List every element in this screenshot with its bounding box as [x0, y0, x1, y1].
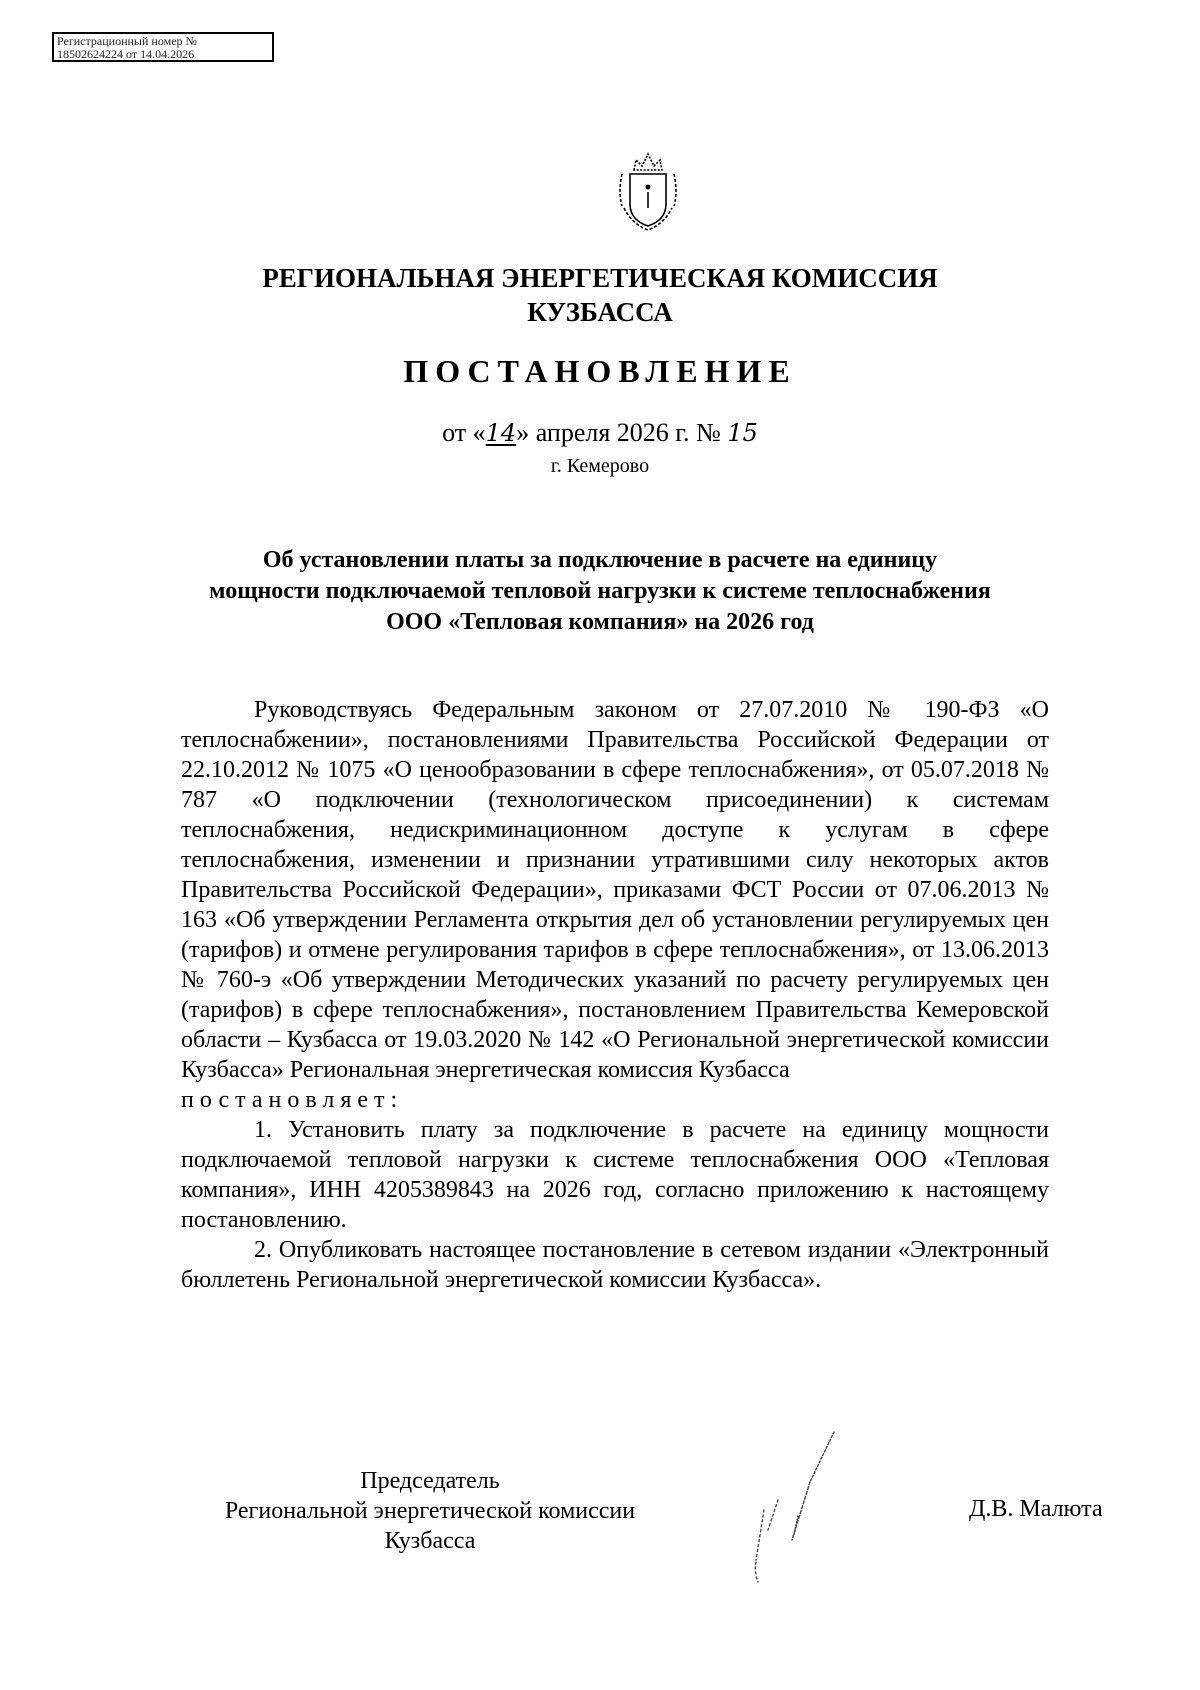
date-suffix: » апреля 2026 г. № [516, 418, 721, 447]
resolves-paragraph [181, 1085, 1049, 1115]
subject-line2: мощности подключаемой тепловой нагрузки к системе теплоснабжения [209, 578, 991, 604]
signatory-name: Д.В. Малюта [969, 1496, 1103, 1522]
date-prefix: от « [442, 418, 486, 447]
document-body [181, 695, 1049, 1295]
date-day-handwritten: 14 [485, 419, 517, 447]
signatory-title [160, 1466, 700, 1556]
organization-name-line2: КУЗБАССА [527, 297, 673, 327]
signatory-title-line1: Председатель [360, 1468, 500, 1494]
subject-line1: Об установлении платы за подключение в расчете на единицу [262, 547, 938, 573]
preamble-text: Руководствуясь Федеральным законом от 27.07.2010 № 190-ФЗ «О теплоснабжении», постановлениями Правительства Российской Федерации от 22.10.2012 № 1075 «О ценообразовании в сфере теплоснабжения», от 05.07.2018 № 787 «О подключении (технологическом присоединении) к системам теплоснабжения, недискриминационном доступе к услугам в сфере теплоснабжения, изменении и признании утратившими силу некоторых актов Правительства Российской Федерации», приказами ФСТ России от 07.06.2013 № 163 «Об утверждении Регламента открытия дел об установлении регулируемых цен (тарифов) и отмене регулирования тарифов в сфере теплоснабжения», от 13.06.2013 № 760-э «Об утверждении Методических указаний по расчету регулируемых цен (тарифов) в сфере теплоснабжения», постановлением Правительства Кемеровской области – Кузбасса от 19.03.2020 № 142 «О Региональной энергетической комиссии Кузбасса» Региональная энергетическая комиссия Кузбасса [181, 697, 1049, 1083]
item-1-paragraph: 1. Установить плату за подключение в расчете на единицу мощности подключаемой тепловой нагрузки к системе теплоснабжения ООО «Тепловая компания», ИНН 4205389843 на 2026 год, согласно приложению к настоящему постановлению. [181, 1117, 1049, 1233]
resolves-word: постановляет: [181, 1087, 404, 1113]
city: г. Кемерово [550, 455, 650, 477]
registration-stamp-line1: Регистрационный номер № [57, 34, 197, 48]
item-2-paragraph: 2. Опубликовать настоящее постановление в сетевом издании «Электронный бюллетень Региональной энергетической комиссии Кузбасса». [181, 1237, 1049, 1293]
handwritten-signature-icon [700, 1430, 860, 1590]
registration-stamp-line2: 18502624224 от 14.04.2026 [57, 47, 195, 61]
document-subject [150, 545, 1050, 638]
document-number-handwritten: 15 [727, 419, 758, 447]
preamble-paragraph [181, 695, 1049, 1085]
kuzbass-coat-of-arms-icon [612, 142, 684, 238]
signatory-title-line3: Кузбасса [384, 1528, 476, 1554]
subject-line3: ООО «Тепловая компания» на 2026 год [386, 609, 814, 635]
signatory-title-line2: Региональной энергетической комиссии [224, 1498, 636, 1524]
organization-name-line1: РЕГИОНАЛЬНАЯ ЭНЕРГЕТИЧЕСКАЯ КОМИССИЯ [262, 263, 938, 293]
document-type: ПОСТАНОВЛЕНИЕ [403, 353, 797, 389]
document-date-line [0, 418, 1200, 448]
registration-stamp [52, 32, 274, 62]
